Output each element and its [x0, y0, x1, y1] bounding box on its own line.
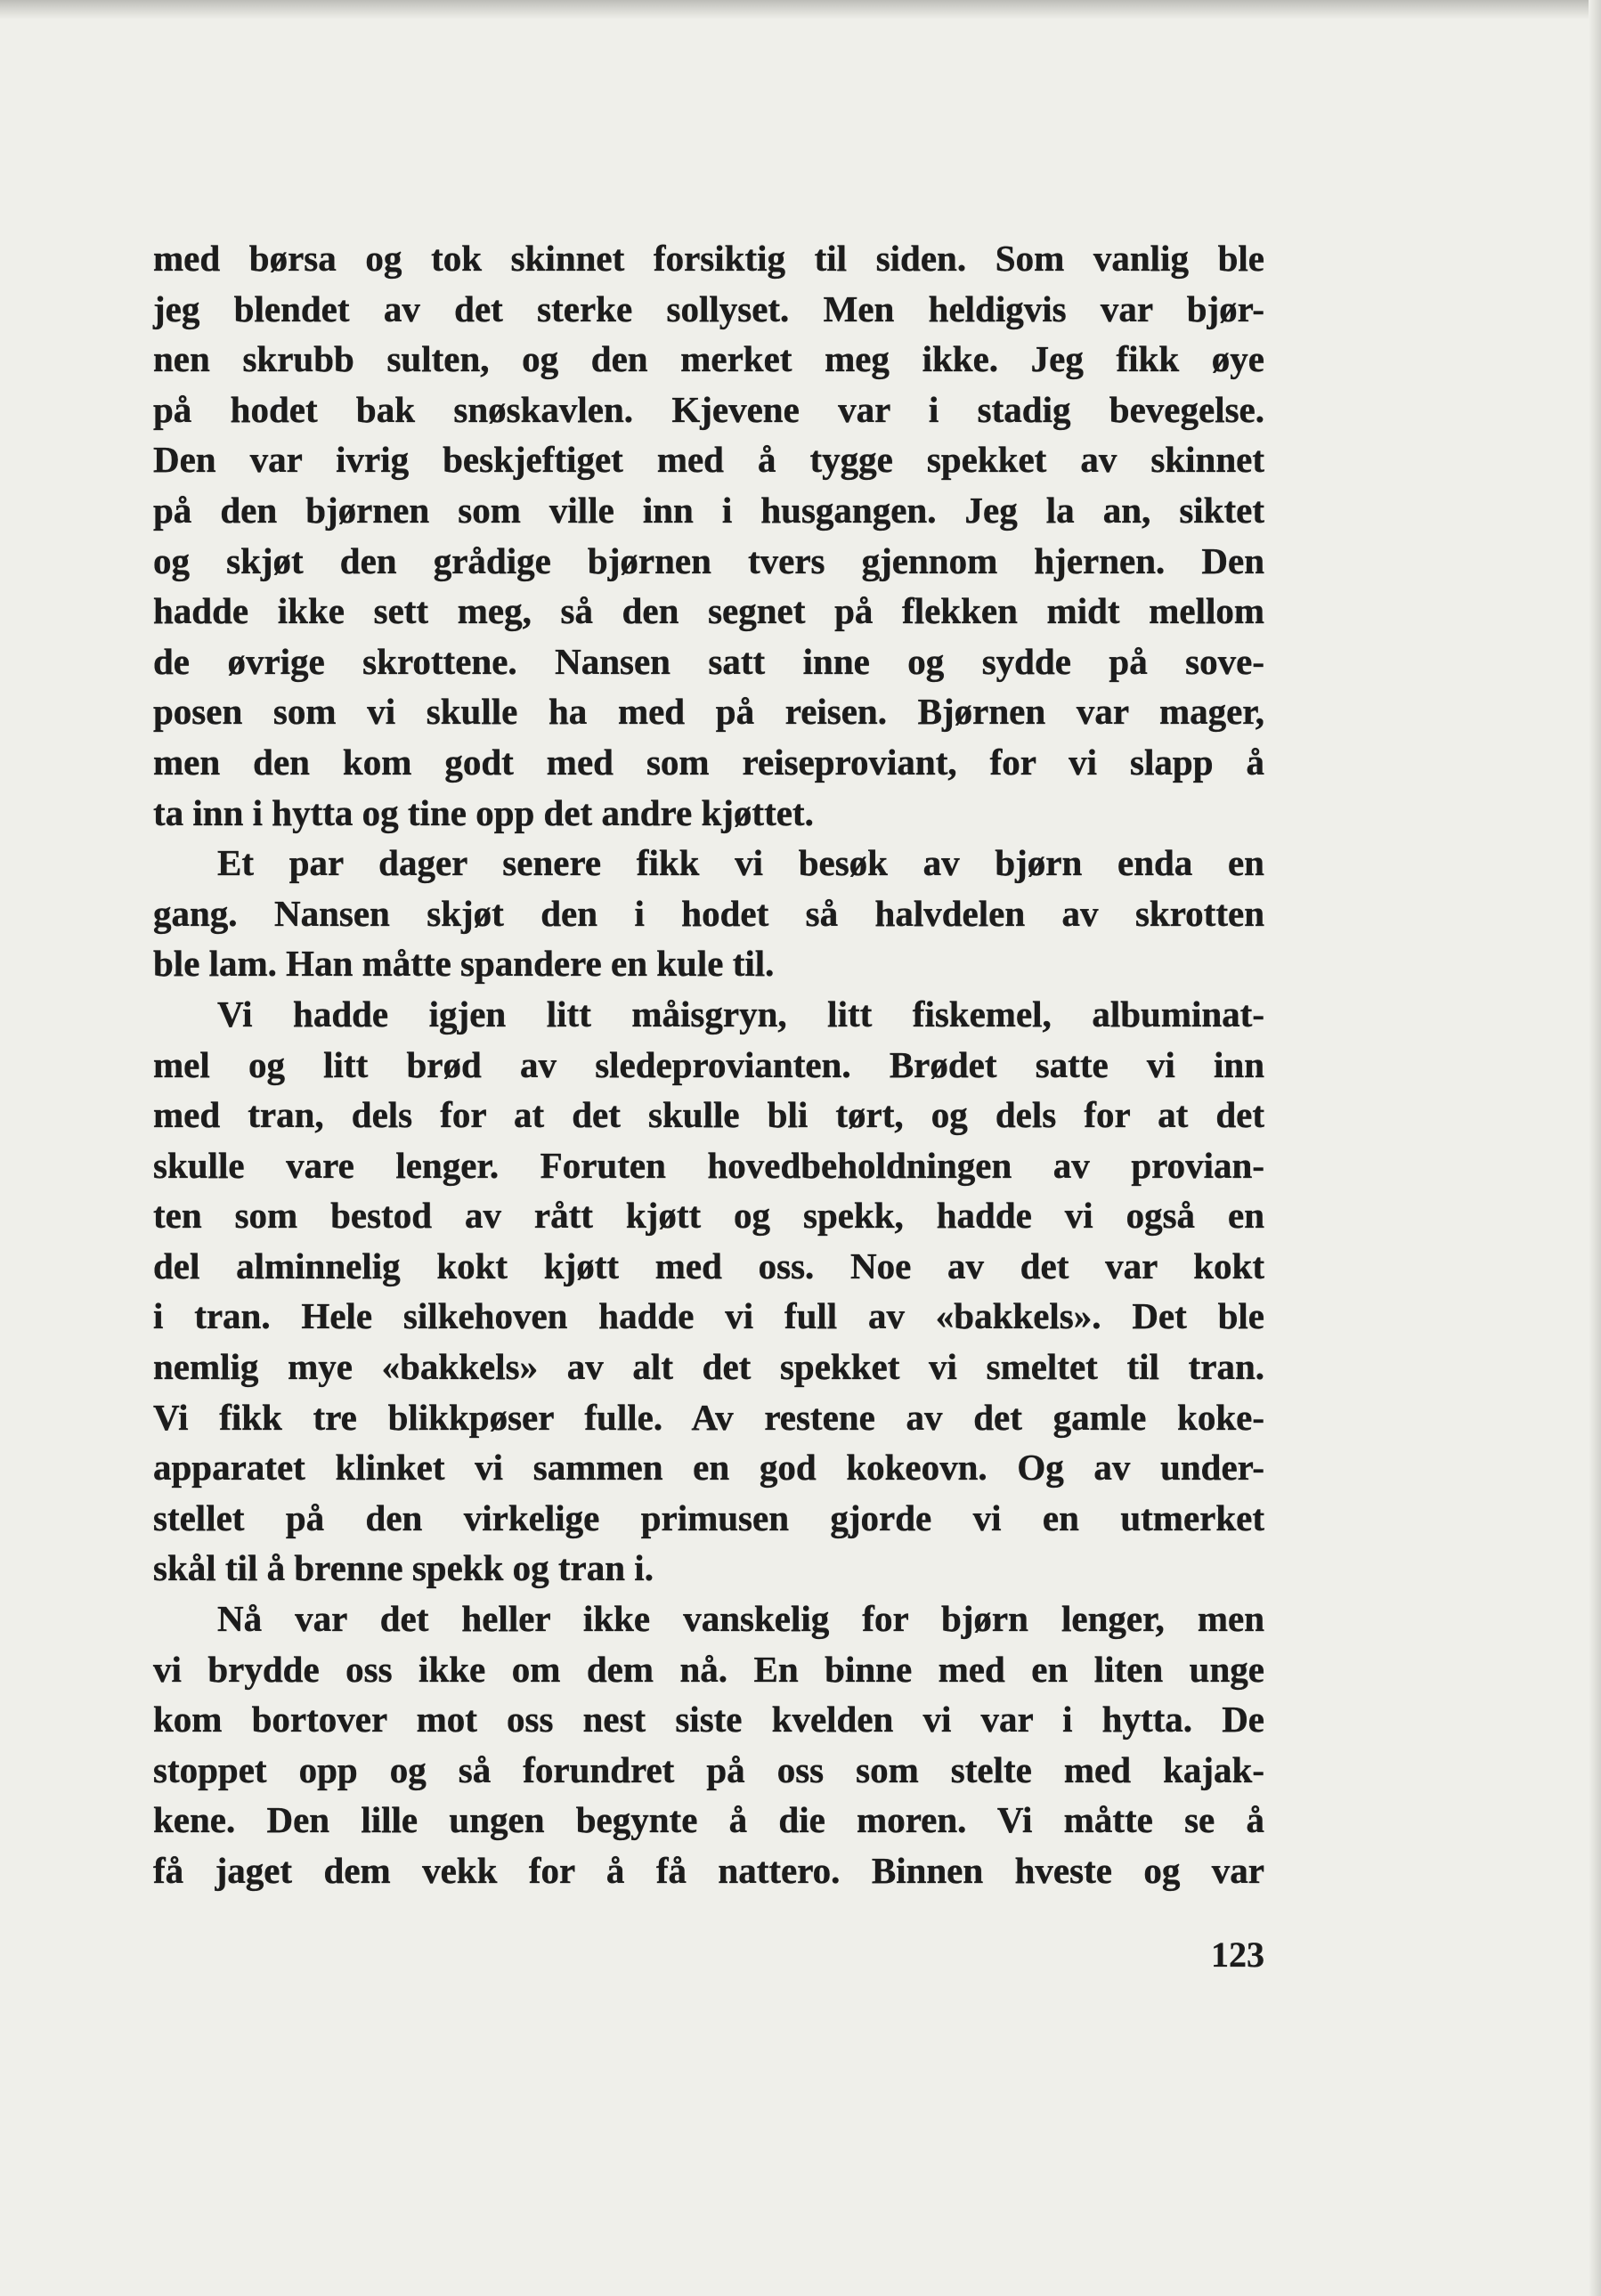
text-line: skål til å brenne spekk og tran i. [153, 1547, 654, 1589]
text-line: med tran, dels for at det skulle bli tørt, og dels for at det [153, 1094, 1264, 1136]
text-line: på den bjørnen som ville inn i husgangen. Jeg la an, siktet [153, 489, 1264, 531]
text-line: ta inn i hytta og tine opp det andre kjøttet. [153, 791, 814, 833]
text-line: stoppet opp og så forundret på oss som stelte med kajak- [153, 1748, 1264, 1790]
text-line: men den kom godt med som reiseproviant, for vi slapp å [153, 741, 1264, 783]
text-line: gang. Nansen skjøt den i hodet så halvdelen av skrotten [153, 892, 1264, 934]
text-line: på hodet bak snøskavlen. Kjevene var i stadig bevegelse. [153, 388, 1264, 430]
text-line: ten som bestod av rått kjøtt og spekk, hadde vi også en [153, 1195, 1264, 1237]
text-line: del alminnelig kokt kjøtt med oss. Noe av det var kokt [153, 1245, 1264, 1286]
text-line: kene. Den lille ungen begynte å die moren. Vi måtte se å [153, 1799, 1264, 1841]
paragraph [153, 989, 1264, 1594]
text-line: apparatet klinket vi sammen en god kokeovn. Og av under- [153, 1447, 1264, 1489]
text-line: ble lam. Han måtte spandere en kule til. [153, 943, 775, 985]
text-line: få jaget dem vekk for å få nattero. Binnen hveste og var [153, 1850, 1264, 1891]
text-line: vi brydde oss ikke om dem nå. En binne med en liten unge [153, 1648, 1264, 1690]
body-text [153, 233, 1264, 1896]
text-line: skulle vare lenger. Foruten hovedbeholdningen av provian- [153, 1144, 1264, 1186]
page-number: 123 [1211, 1935, 1264, 1975]
paragraph [153, 1594, 1264, 1896]
text-line: Den var ivrig beskjeftiget med å tygge spekket av skinnet [153, 439, 1264, 481]
page-right-edge [1589, 0, 1601, 2296]
text-line: Et par dager senere fikk vi besøk av bjørn enda en [217, 842, 1264, 884]
page-top-edge [0, 0, 1601, 20]
text-line: posen som vi skulle ha med på reisen. Bjørnen var mager, [153, 691, 1264, 733]
text-line: mel og litt brød av sledeprovianten. Brødet satte vi inn [153, 1043, 1264, 1085]
text-line: og skjøt den grådige bjørnen tvers gjennom hjernen. Den [153, 540, 1264, 581]
text-line: hadde ikke sett meg, så den segnet på flekken midt mellom [153, 590, 1264, 632]
text-line: kom bortover mot oss nest siste kvelden vi var i hytta. De [153, 1699, 1264, 1740]
text-line: Vi fikk tre blikkpøser fulle. Av restene av det gamle koke- [153, 1396, 1264, 1438]
text-line: i tran. Hele silkehoven hadde vi full av «bakkels». Det ble [153, 1295, 1264, 1337]
paragraph [153, 838, 1264, 989]
text-line: Nå var det heller ikke vanskelig for bjørn lenger, men [217, 1598, 1264, 1640]
text-line: jeg blendet av det sterke sollyset. Men heldigvis var bjør- [153, 288, 1264, 329]
text-line: de øvrige skrottene. Nansen satt inne og sydde på sove- [153, 640, 1264, 682]
text-line: stellet på den virkelige primusen gjorde vi en utmerket [153, 1497, 1264, 1538]
text-line: Vi hadde igjen litt måisgryn, litt fiskemel, albuminat- [217, 993, 1264, 1034]
text-line: med børsa og tok skinnet forsiktig til siden. Som vanlig ble [153, 238, 1264, 279]
text-line: nen skrubb sulten, og den merket meg ikke. Jeg fikk øye [153, 338, 1264, 380]
text-line: nemlig mye «bakkels» av alt det spekket vi smeltet til tran. [153, 1346, 1264, 1388]
paragraph [153, 233, 1264, 838]
